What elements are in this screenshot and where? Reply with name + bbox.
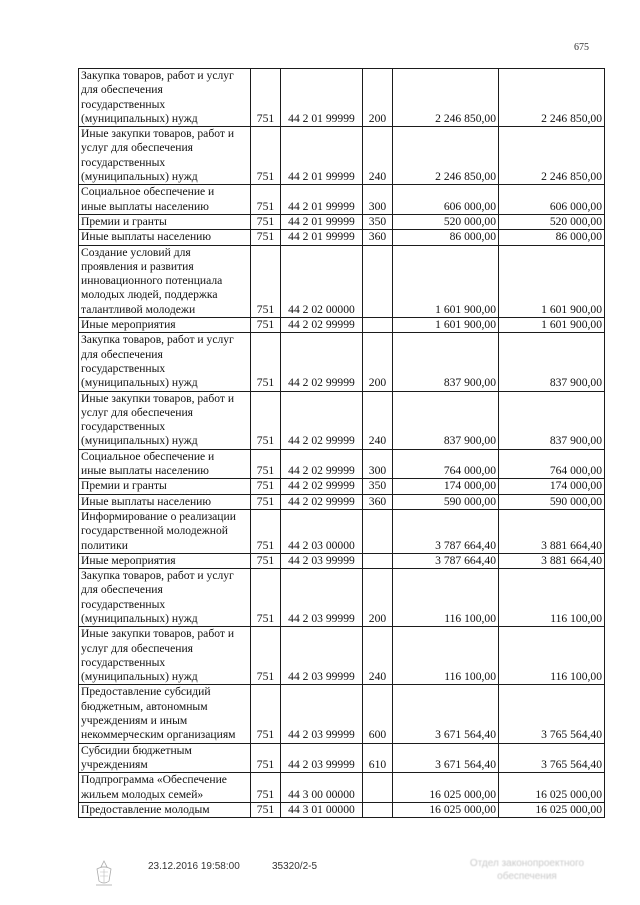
row-amount-2: 1 601 900,00 xyxy=(499,245,605,317)
row-name: Закупка товаров, работ и услуг для обеспечения государственных (муниципальных) нужд xyxy=(79,333,251,391)
row-code: 751 xyxy=(251,494,281,509)
print-timestamp: 23.12.2016 19:58:00 xyxy=(148,861,240,872)
row-amount-2: 116 100,00 xyxy=(499,627,605,685)
row-code: 751 xyxy=(251,69,281,127)
row-amount-1: 1 601 900,00 xyxy=(393,245,499,317)
row-amount-2: 3 881 664,40 xyxy=(499,553,605,568)
row-kcsr: 44 2 03 99999 xyxy=(281,685,363,743)
row-code: 751 xyxy=(251,318,281,333)
page-number: 675 xyxy=(574,42,589,53)
row-kvr xyxy=(363,802,393,817)
row-kcsr: 44 3 00 00000 xyxy=(281,773,363,803)
row-code: 751 xyxy=(251,743,281,773)
row-kcsr: 44 2 02 99999 xyxy=(281,479,363,494)
row-code: 751 xyxy=(251,127,281,185)
row-amount-2: 174 000,00 xyxy=(499,479,605,494)
row-name: Закупка товаров, работ и услуг для обеспечения государственных (муниципальных) нужд xyxy=(79,69,251,127)
row-amount-1: 16 025 000,00 xyxy=(393,802,499,817)
table-row xyxy=(79,553,605,568)
row-kvr: 200 xyxy=(363,69,393,127)
row-code: 751 xyxy=(251,230,281,245)
row-kcsr: 44 2 01 99999 xyxy=(281,185,363,215)
row-kcsr: 44 2 02 99999 xyxy=(281,333,363,391)
row-code: 751 xyxy=(251,333,281,391)
table-row xyxy=(79,185,605,215)
row-kvr: 240 xyxy=(363,391,393,449)
row-kcsr: 44 2 01 99999 xyxy=(281,214,363,229)
row-name: Иные закупки товаров, работ и услуг для обеспечения государственных (муниципальных) нужд xyxy=(79,627,251,685)
table-row xyxy=(79,127,605,185)
row-amount-1: 837 900,00 xyxy=(393,333,499,391)
row-code: 751 xyxy=(251,773,281,803)
row-kcsr: 44 2 03 99999 xyxy=(281,553,363,568)
row-amount-2: 86 000,00 xyxy=(499,230,605,245)
row-amount-1: 116 100,00 xyxy=(393,569,499,627)
row-kcsr: 44 2 03 99999 xyxy=(281,569,363,627)
row-amount-2: 590 000,00 xyxy=(499,494,605,509)
row-amount-1: 520 000,00 xyxy=(393,214,499,229)
row-code: 751 xyxy=(251,245,281,317)
row-kcsr: 44 2 02 99999 xyxy=(281,494,363,509)
row-amount-1: 86 000,00 xyxy=(393,230,499,245)
row-kvr xyxy=(363,318,393,333)
row-name: Иные закупки товаров, работ и услуг для обеспечения государственных (муниципальных) нужд xyxy=(79,391,251,449)
row-amount-1: 2 246 850,00 xyxy=(393,127,499,185)
row-kvr: 350 xyxy=(363,479,393,494)
row-kcsr: 44 2 03 00000 xyxy=(281,509,363,553)
budget-table xyxy=(78,68,605,818)
row-name: Предоставление молодым xyxy=(79,802,251,817)
row-kvr xyxy=(363,509,393,553)
table-row xyxy=(79,479,605,494)
row-code: 751 xyxy=(251,185,281,215)
row-kvr: 600 xyxy=(363,685,393,743)
row-kcsr: 44 3 01 00000 xyxy=(281,802,363,817)
document-id: 35320/2-5 xyxy=(272,861,318,872)
page-footer xyxy=(0,858,640,901)
row-code: 751 xyxy=(251,479,281,494)
budget-table-body xyxy=(79,69,605,818)
row-name: Иные выплаты населению xyxy=(79,494,251,509)
row-code: 751 xyxy=(251,627,281,685)
row-kcsr: 44 2 03 99999 xyxy=(281,627,363,685)
table-row xyxy=(79,509,605,553)
row-amount-2: 520 000,00 xyxy=(499,214,605,229)
row-name: Субсидии бюджетным учреждениям xyxy=(79,743,251,773)
row-amount-1: 3 787 664,40 xyxy=(393,553,499,568)
row-kcsr: 44 2 01 99999 xyxy=(281,127,363,185)
row-code: 751 xyxy=(251,214,281,229)
row-kvr: 200 xyxy=(363,333,393,391)
table-row xyxy=(79,214,605,229)
row-amount-2: 837 900,00 xyxy=(499,391,605,449)
row-amount-2: 2 246 850,00 xyxy=(499,69,605,127)
row-kvr: 360 xyxy=(363,230,393,245)
row-kvr xyxy=(363,553,393,568)
row-name: Иные мероприятия xyxy=(79,553,251,568)
row-amount-2: 3 881 664,40 xyxy=(499,509,605,553)
row-code: 751 xyxy=(251,553,281,568)
row-name: Информирование о реализации государственной молодежной политики xyxy=(79,509,251,553)
row-name: Закупка товаров, работ и услуг для обеспечения государственных (муниципальных) нужд xyxy=(79,569,251,627)
row-amount-2: 2 246 850,00 xyxy=(499,127,605,185)
row-kvr xyxy=(363,773,393,803)
table-row xyxy=(79,230,605,245)
row-kvr: 200 xyxy=(363,569,393,627)
row-amount-1: 3 787 664,40 xyxy=(393,509,499,553)
row-name: Социальное обеспечение и иные выплаты населению xyxy=(79,449,251,479)
row-amount-1: 837 900,00 xyxy=(393,391,499,449)
table-row xyxy=(79,449,605,479)
row-name: Создание условий для проявления и развития инновационного потенциала молодых людей, поддержка талантливой молодежи xyxy=(79,245,251,317)
row-code: 751 xyxy=(251,802,281,817)
table-row xyxy=(79,773,605,803)
table-row xyxy=(79,685,605,743)
row-kcsr: 44 2 02 99999 xyxy=(281,449,363,479)
row-name: Социальное обеспечение и иные выплаты населению xyxy=(79,185,251,215)
row-kcsr: 44 2 01 99999 xyxy=(281,230,363,245)
row-kvr: 610 xyxy=(363,743,393,773)
table-row xyxy=(79,627,605,685)
row-amount-2: 16 025 000,00 xyxy=(499,773,605,803)
table-row xyxy=(79,569,605,627)
row-name: Премии и гранты xyxy=(79,214,251,229)
row-amount-2: 3 765 564,40 xyxy=(499,743,605,773)
row-name: Иные выплаты населению xyxy=(79,230,251,245)
table-row xyxy=(79,743,605,773)
row-amount-1: 606 000,00 xyxy=(393,185,499,215)
row-name: Подпрограмма «Обеспечение жильем молодых семей» xyxy=(79,773,251,803)
row-kcsr: 44 2 02 00000 xyxy=(281,245,363,317)
row-kcsr: 44 2 01 99999 xyxy=(281,69,363,127)
row-amount-2: 837 900,00 xyxy=(499,333,605,391)
row-amount-1: 3 671 564,40 xyxy=(393,685,499,743)
department-watermark: Отдел законопроектного обеспечения xyxy=(469,858,585,882)
row-name: Иные мероприятия xyxy=(79,318,251,333)
row-name: Премии и гранты xyxy=(79,479,251,494)
row-code: 751 xyxy=(251,569,281,627)
table-row xyxy=(79,391,605,449)
row-amount-1: 3 671 564,40 xyxy=(393,743,499,773)
table-row xyxy=(79,245,605,317)
row-amount-1: 764 000,00 xyxy=(393,449,499,479)
row-amount-2: 3 765 564,40 xyxy=(499,685,605,743)
row-code: 751 xyxy=(251,391,281,449)
row-amount-2: 116 100,00 xyxy=(499,569,605,627)
table-row xyxy=(79,318,605,333)
crest-icon xyxy=(92,859,116,889)
row-amount-1: 590 000,00 xyxy=(393,494,499,509)
row-kvr: 240 xyxy=(363,127,393,185)
row-amount-1: 174 000,00 xyxy=(393,479,499,494)
row-kcsr: 44 2 02 99999 xyxy=(281,318,363,333)
row-kcsr: 44 2 02 99999 xyxy=(281,391,363,449)
row-name: Предоставление субсидий бюджетным, автономным учреждениям и иным некоммерческим организациям xyxy=(79,685,251,743)
table-row xyxy=(79,333,605,391)
row-name: Иные закупки товаров, работ и услуг для обеспечения государственных (муниципальных) нужд xyxy=(79,127,251,185)
table-row xyxy=(79,69,605,127)
row-amount-1: 116 100,00 xyxy=(393,627,499,685)
row-kvr: 300 xyxy=(363,185,393,215)
row-amount-1: 2 246 850,00 xyxy=(393,69,499,127)
row-kvr: 300 xyxy=(363,449,393,479)
row-code: 751 xyxy=(251,449,281,479)
row-code: 751 xyxy=(251,685,281,743)
table-row xyxy=(79,802,605,817)
row-amount-1: 16 025 000,00 xyxy=(393,773,499,803)
row-kvr: 360 xyxy=(363,494,393,509)
table-row xyxy=(79,494,605,509)
row-code: 751 xyxy=(251,509,281,553)
row-kvr xyxy=(363,245,393,317)
row-amount-1: 1 601 900,00 xyxy=(393,318,499,333)
row-amount-2: 764 000,00 xyxy=(499,449,605,479)
row-kvr: 350 xyxy=(363,214,393,229)
row-kcsr: 44 2 03 99999 xyxy=(281,743,363,773)
row-kvr: 240 xyxy=(363,627,393,685)
row-amount-2: 16 025 000,00 xyxy=(499,802,605,817)
row-amount-2: 606 000,00 xyxy=(499,185,605,215)
row-amount-2: 1 601 900,00 xyxy=(499,318,605,333)
